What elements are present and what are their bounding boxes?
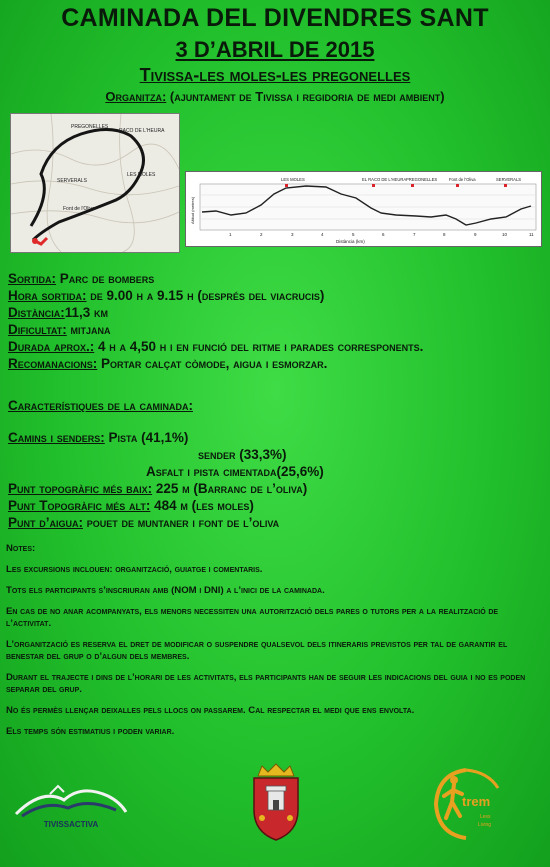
aigua-value: pouet de muntaner i font de l’oliva [86, 515, 280, 530]
baix-row [8, 480, 544, 497]
aigua-row [8, 514, 544, 531]
event-date: 3 D’ABRIL DE 2015 [175, 37, 375, 62]
note-item: Els temps són estimatius i poden variar. [6, 726, 175, 737]
map-label-moles: LES MOLES [127, 172, 156, 178]
profile-xtick: 1 [229, 232, 232, 237]
notes-heading: Notes: [6, 543, 36, 554]
recomanacions-label: Recomanacions: [8, 356, 98, 371]
info-hora [8, 287, 544, 304]
tivissactiva-logo [12, 770, 130, 830]
left-logo-text: TIVISSACTIVA [43, 820, 99, 829]
distancia-label: Distància: [8, 305, 65, 320]
camins-value-3: Asfalt i pista cimentada(25,6%) [146, 464, 324, 479]
info-sortida [8, 270, 544, 287]
note-item: Tots els participants s’inscriuran amb (NOM i DNI) a l’inici de la caminada. [6, 585, 325, 596]
runner-logo-icon [418, 766, 510, 842]
hora-label: Hora sortida: [8, 288, 87, 303]
note-item: L’organització es reserva el dret de modificar o suspendre qualsevol dels itineraris previstos per tal de garantir el benestar del grup o d’algun dels membres. [6, 639, 508, 662]
mountain-logo-icon [12, 770, 130, 830]
info-dificultat [8, 321, 544, 338]
camins-value-2: sender (33,3%) [198, 447, 287, 462]
profile-xtick: 3 [291, 232, 294, 237]
note-item: No és permès llençar deixalles pels llocs on passarem. Cal respectar el medi que ens envolta. [6, 705, 415, 716]
profile-xtick: 5 [352, 232, 355, 237]
elevation-profile [185, 171, 542, 247]
alt-value: 484 m (les moles) [154, 498, 254, 513]
notes-block [6, 543, 544, 747]
route-map-graphic [11, 114, 179, 252]
profile-xlabel: Distància (km) [336, 239, 365, 244]
baix-value: 225 m (Barranc de l’oliva) [155, 481, 308, 496]
profile-marker-pregonelles: PREGONELLES [406, 177, 438, 182]
sortida-value: Parc de bombers [59, 271, 155, 286]
info-block [8, 270, 544, 372]
hora-value: de 9.00 h a 9.15 h (després del viacrucis) [90, 288, 325, 303]
alt-row [8, 497, 544, 514]
right-logo-sub-2: Living [478, 822, 492, 828]
profile-xtick: 7 [413, 232, 416, 237]
dificultat-label: Dificultat: [8, 322, 67, 337]
characteristics-block [8, 429, 544, 531]
dificultat-value: mitjana [70, 322, 111, 337]
aigua-label: Punt d’aigua: [8, 515, 83, 530]
organizer-label: Organitza: [105, 89, 167, 104]
coat-of-arms-icon [248, 762, 304, 842]
right-logo-text: trem [462, 794, 491, 809]
profile-ylabel: Altitud (metres) [190, 196, 195, 224]
map-label-font: Font de l'Oliva [63, 206, 95, 212]
organizer-line [0, 89, 550, 104]
info-recomanacions [8, 355, 544, 372]
elevation-profile-graphic [186, 172, 541, 246]
recomanacions-value: Portar calçat còmode, aigua i esmorzar. [101, 356, 328, 371]
distancia-value: 11,3 km [64, 305, 109, 320]
sortida-label: Sortida: [8, 271, 56, 286]
profile-xtick: 6 [382, 232, 385, 237]
profile-xtick: 2 [260, 232, 263, 237]
profile-marker-font: Font de l'Oliva [449, 177, 476, 182]
profile-xtick: 4 [321, 232, 324, 237]
profile-xtick: 9 [474, 232, 477, 237]
camins-label: Camins i senders: [8, 430, 105, 445]
municipal-crest [248, 762, 304, 842]
profile-marker-raco: EL RACO DE L'HEURA [362, 177, 407, 182]
info-durada [8, 338, 544, 355]
info-distancia [8, 304, 544, 321]
route-name: Tivissa-les moles-les pregonelles [139, 65, 411, 85]
profile-xtick: 8 [443, 232, 446, 237]
camins-value-1: Pista (41,1%) [108, 430, 189, 445]
alt-label: Punt Topogràfic més alt: [8, 498, 151, 513]
note-item: Les excursions inclouen: organització, guiatge i comentaris. [6, 564, 263, 575]
durada-value: 4 h a 4,50 h i en funció del ritme i parades corresponents. [98, 339, 424, 354]
map-label-pregonelles: PREGONELLES [71, 124, 109, 130]
profile-marker-serverals: SERVERALS [496, 177, 522, 182]
map-label-serverals: SERVERALS [57, 178, 87, 184]
profile-xtick: 10 [502, 232, 508, 237]
profile-marker-moles: LES MOLES [281, 177, 305, 182]
map-label-raco: RACO DE L'HEURA [119, 128, 165, 134]
camins-row [8, 429, 544, 446]
page-title: CAMINADA DEL DIVENDRES SANT [61, 4, 489, 32]
baix-label: Punt topogràfic més baix: [8, 481, 153, 496]
characteristics-heading: Característiques de la caminada: [8, 398, 193, 413]
xtrem-logo [418, 766, 510, 842]
right-logo-sub-1: Less [480, 814, 491, 820]
note-item: Durant el trajecte i dins de l’horari de les activitats, els participants han de seguir les indicacions del guia i no es poden separar del grup. [6, 672, 526, 695]
profile-xtick: 11 [529, 232, 534, 237]
durada-label: Durada aprox.: [8, 339, 95, 354]
route-map [10, 113, 180, 253]
organizer-value: (ajuntament de Tivissa i regidoria de medi ambient) [169, 89, 445, 104]
note-item: En cas de no anar acompanyats, els menors necessiten una autorització dels pares o tutors per a la realització de l’activitat. [6, 606, 499, 629]
